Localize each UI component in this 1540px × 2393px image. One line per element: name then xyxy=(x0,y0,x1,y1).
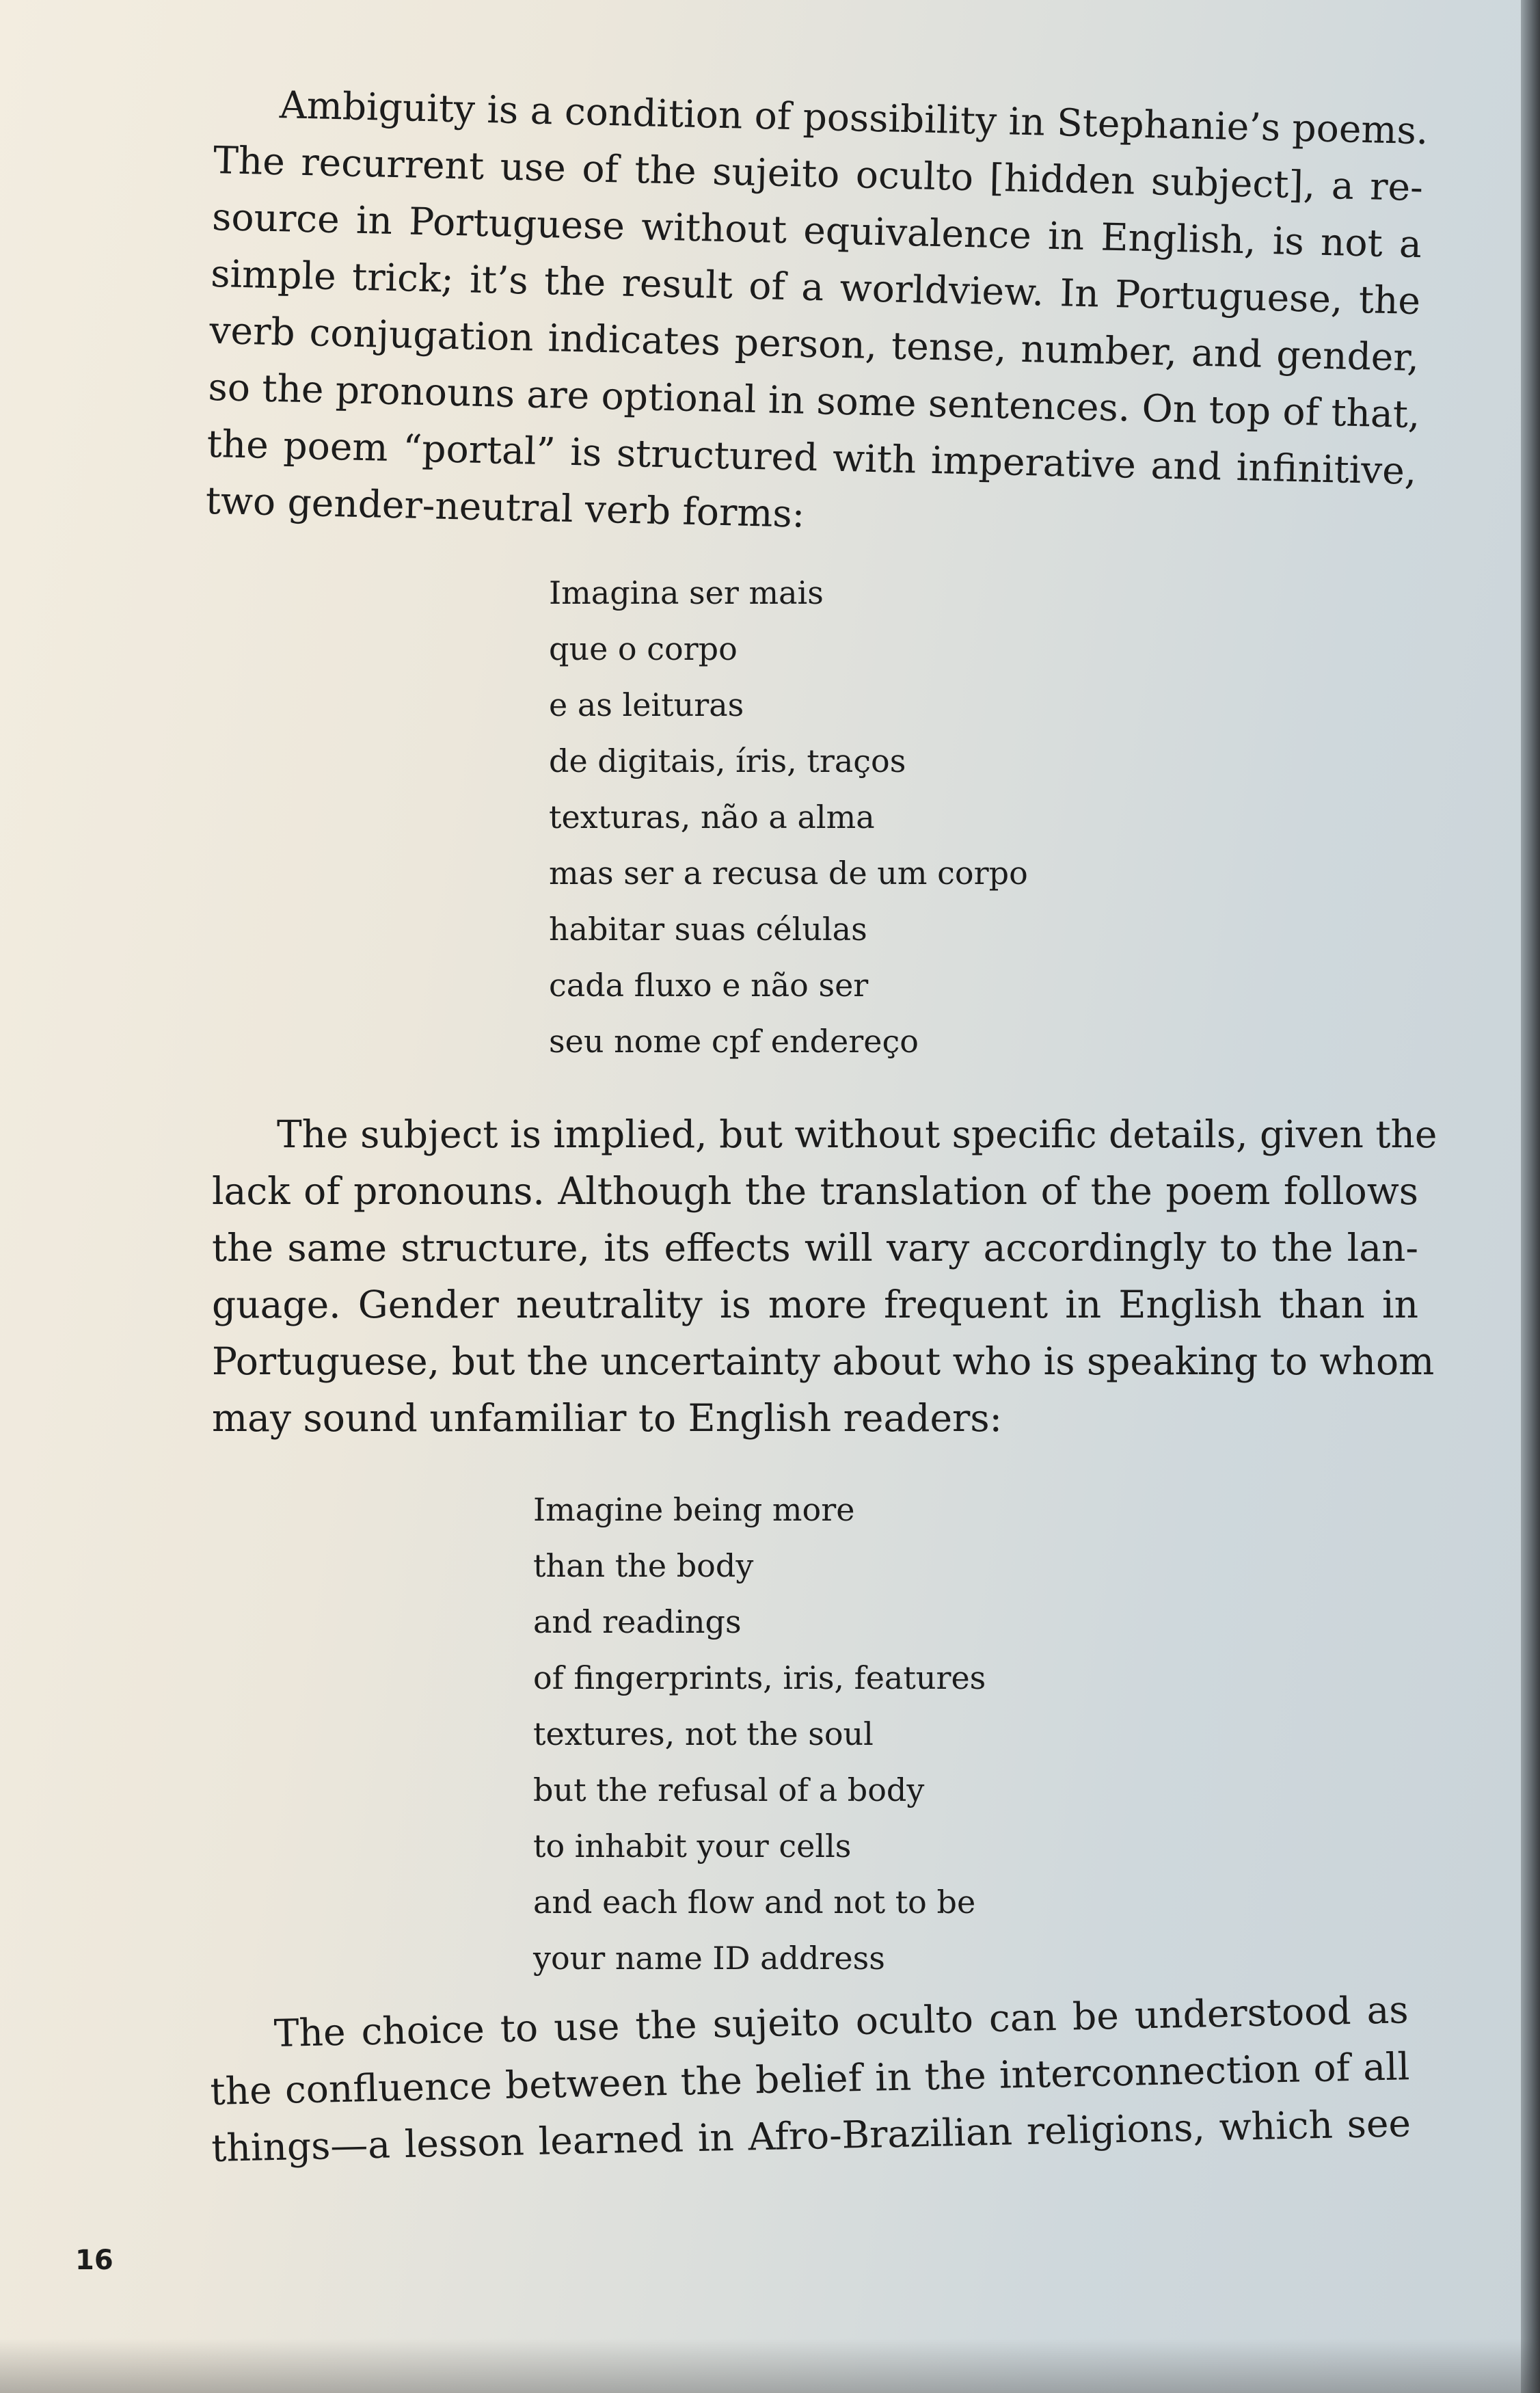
paragraph-line: The recurrent use of the sujeito oculto [hidden subject], a re- xyxy=(213,137,1424,210)
page-number: 16 xyxy=(75,2245,113,2276)
paragraph-ambiguity xyxy=(205,75,1429,557)
poem-line: e as leituras xyxy=(549,686,744,723)
poem-line: than the body xyxy=(533,1547,754,1584)
poem-line: de digitais, íris, traços xyxy=(549,743,906,779)
poem-line: and each flow and not to be xyxy=(533,1884,976,1921)
poem-line: of fingerprints, iris, features xyxy=(533,1659,986,1696)
poem-line: Imagina ser mais xyxy=(549,574,824,611)
paragraph-line: Ambiguity is a condition of possibility in Stephanie’s poems. xyxy=(279,83,1429,153)
poem-line: to inhabit your cells xyxy=(533,1828,852,1864)
poem-line: mas ser a recusa de um corpo xyxy=(549,855,1028,892)
paragraph-line: guage. Gender neutrality is more frequent in English than in xyxy=(212,1283,1418,1326)
poem-stanza-english xyxy=(533,1482,986,1986)
paragraph-line: so the pronouns are optional in some sentences. On top of that, xyxy=(207,364,1421,437)
paragraph-line: the same structure, its effects will vary accordingly to the lan- xyxy=(212,1226,1418,1270)
poem-stanza-portuguese xyxy=(549,565,1028,1069)
poem-line: texturas, não a alma xyxy=(549,799,875,835)
paragraph-subject-implied xyxy=(212,1106,1437,1447)
poem-line: Imagine being more xyxy=(533,1491,855,1528)
paragraph-line: source in Portuguese without equivalence in English, is not a xyxy=(211,194,1422,267)
paragraph-line: verb conjugation indicates person, tense, number, and gender, xyxy=(208,308,1420,380)
paragraph-line: Portuguese, but the uncertainty about who is speaking to whom xyxy=(212,1339,1435,1383)
bottom-shadow xyxy=(0,2338,1540,2393)
paragraph-line: simple trick; it’s the result of a worldview. In Portuguese, the xyxy=(210,251,1421,323)
paragraph-line: The choice to use the sujeito oculto can be understood as xyxy=(273,1988,1409,2055)
paragraph-line: may sound unfamiliar to English readers: xyxy=(212,1396,1003,1440)
paragraph-line: The subject is implied, but without specific details, given the xyxy=(277,1112,1437,1156)
poem-line: but the refusal of a body xyxy=(533,1772,925,1808)
page-edge xyxy=(1521,0,1540,2393)
poem-line: seu nome cpf endereço xyxy=(549,1023,919,1060)
paragraph-line: lack of pronouns. Although the translation of the poem follows xyxy=(212,1169,1418,1213)
poem-line: que o corpo xyxy=(549,630,738,667)
poem-line: habitar suas células xyxy=(549,911,867,948)
paragraph-line: things—a lesson learned in Afro-Brazilian religions, which see xyxy=(211,2101,1411,2170)
poem-line: your name ID address xyxy=(533,1940,885,1977)
paragraph-line: two gender-neutral verb forms: xyxy=(205,478,805,536)
poem-line: and readings xyxy=(533,1603,742,1640)
paragraph-line: the confluence between the belief in the interconnection of all xyxy=(209,2044,1410,2113)
poem-line: textures, not the soul xyxy=(533,1715,874,1752)
paragraph-choice xyxy=(208,1981,1411,2177)
poem-line: cada fluxo e não ser xyxy=(549,967,869,1004)
paragraph-line: the poem “portal” is structured with imperative and infinitive, xyxy=(206,421,1418,494)
